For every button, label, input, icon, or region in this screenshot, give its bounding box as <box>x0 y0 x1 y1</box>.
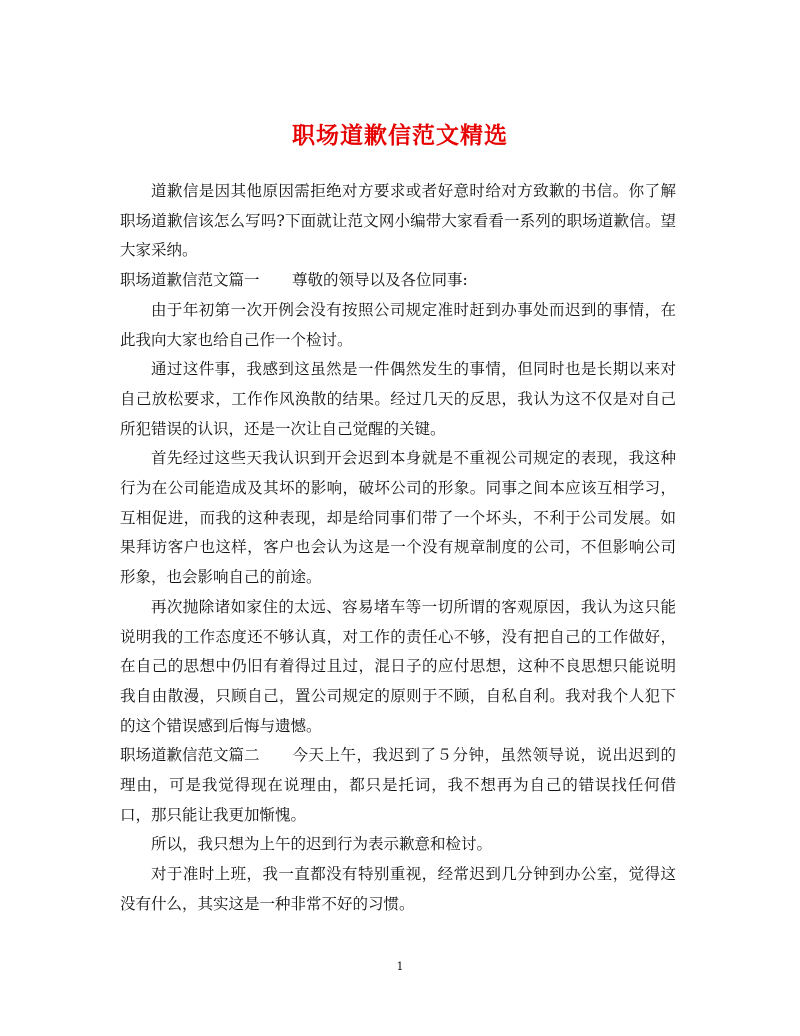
document-title: 职场道歉信范文精选 <box>292 122 508 150</box>
section2-label: 职场道歉信范文篇二 <box>120 746 260 765</box>
section2-heading-line <box>120 741 676 830</box>
page-number: 1 <box>396 960 404 973</box>
section1-paragraph: 再次抛除诸如家住的太远、容易堵车等一切所谓的客观原因，我认为这只能说明我的工作态度还不够认真，对工作的责任心不够，没有把自己的工作做好，在自己的思想中仍旧有着得过且过，混日子的应付思想，这种不良思想只能说明我自由散漫，只顾自己，置公司规定的原则于不顾，自私自利。我对我个人犯下的这个错误感到后悔与遗憾。 <box>120 597 676 735</box>
section1-label: 职场道歉信范文篇一 <box>120 271 260 290</box>
section2-paragraph: 所以，我只想为上午的迟到行为表示歉意和检讨。 <box>151 835 493 854</box>
section1-salutation: 尊敬的领导以及各位同事: <box>292 271 468 290</box>
intro-paragraph: 道歉信是因其他原因需拒绝对方要求或者好意时给对方致歉的书信。你了解职场道歉信该怎么写吗?下面就让范文网小编带大家看看一系列的职场道歉信。望大家采纳。 <box>120 182 676 260</box>
document-body <box>120 177 676 920</box>
section1-heading-line <box>120 266 676 296</box>
section1-paragraph: 首先经过这些天我认识到开会迟到本身就是不重视公司规定的表现，我这种行为在公司能造成及其坏的影响，破坏公司的形象。同事之间本应该互相学习，互相促进，而我的这种表现，却是给同事们带了一个坏头，不利于公司发展。如果拜访客户也这样，客户也会认为这是一个没有规章制度的公司，不但影响公司形象，也会影响自己的前途。 <box>120 449 676 587</box>
section1-paragraph: 通过这件事，我感到这虽然是一件偶然发生的事情，但同时也是长期以来对自己放松要求，工作作风涣散的结果。经过几天的反思，我认为这不仅是对自己所犯错误的认识，还是一次让自己觉醒的关键。 <box>120 360 676 438</box>
section2-paragraph: 对于准时上班，我一直都没有特别重视，经常迟到几分钟到办公室，觉得这没有什么，其实这是一种非常不好的习惯。 <box>120 865 676 913</box>
section2-first-text: 今天上午，我迟到了５分钟，虽然领导说，说出迟到的理由，可是我觉得现在说理由，都只是托词，我不想再为自己的错误找任何借口，那只能让我更加惭愧。 <box>120 746 676 824</box>
section1-paragraph: 由于年初第一次开例会没有按照公司规定准时赶到办事处而迟到的事情，在此我向大家也给自己作一个检讨。 <box>120 300 676 349</box>
